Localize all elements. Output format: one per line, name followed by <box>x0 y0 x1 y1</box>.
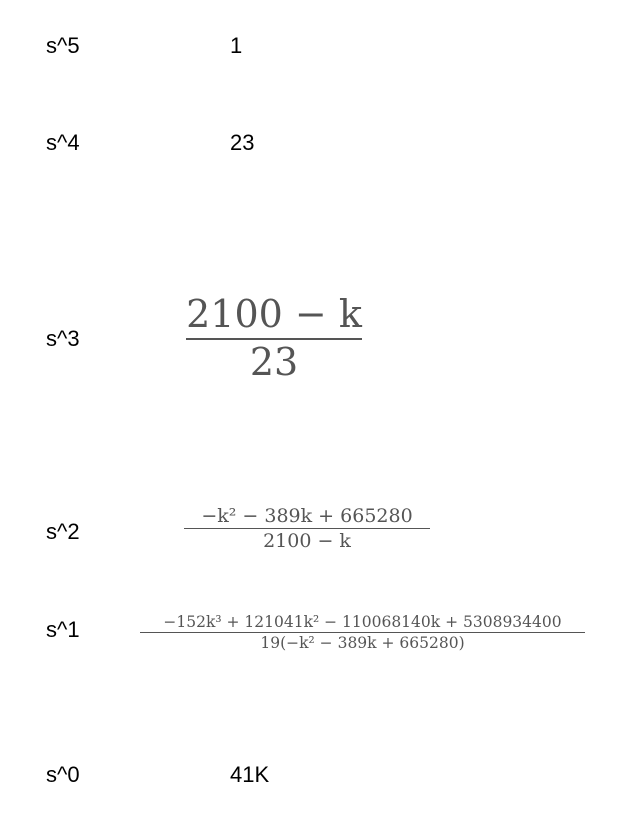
row-label-s3: s^3 <box>46 326 80 351</box>
fraction-s2-denominator: 2100 − k <box>263 529 351 552</box>
fraction-s1-denominator: 19(−k² − 389k + 665280) <box>260 634 465 653</box>
fraction-s3 <box>186 294 362 384</box>
fraction-s3-numerator: 2100 − k <box>186 292 362 336</box>
row-value-s0: 41K <box>230 762 270 787</box>
row-label-s0: s^0 <box>46 762 80 787</box>
fraction-s1-numerator: −152k³ + 121041k² − 110068140k + 5308934400 <box>163 613 562 631</box>
row-label-s1: s^1 <box>46 617 80 642</box>
row-label-s5: s^5 <box>46 33 80 58</box>
row-label-s4: s^4 <box>46 130 80 155</box>
row-value-s4: 23 <box>230 130 255 155</box>
fraction-s1 <box>140 614 585 652</box>
row-label-s2: s^2 <box>46 519 80 544</box>
row-value-s5: 1 <box>230 33 243 58</box>
fraction-s3-denominator: 23 <box>249 339 299 384</box>
fraction-s2 <box>184 506 430 552</box>
fraction-s2-numerator: −k² − 389k + 665280 <box>201 505 413 527</box>
